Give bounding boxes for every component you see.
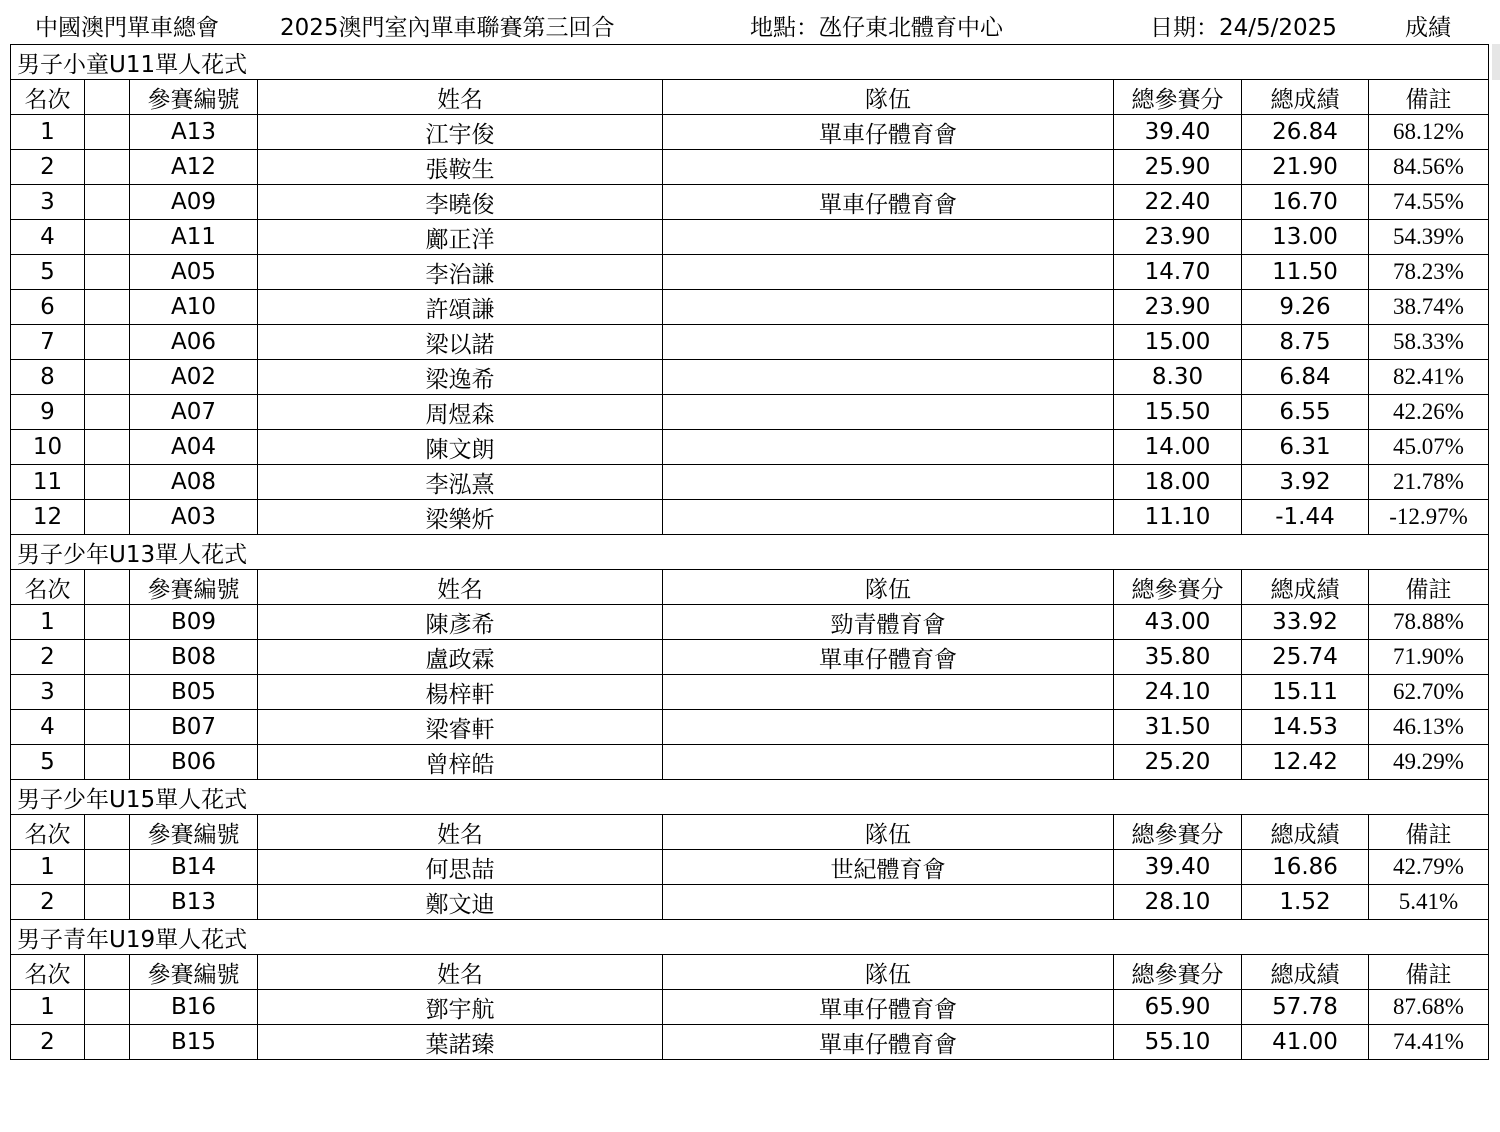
table-cell: [85, 325, 130, 360]
table-cell: 葉諾臻: [258, 1025, 663, 1060]
column-header: 總參賽分: [1114, 815, 1242, 850]
table-cell: 23.90: [1114, 220, 1242, 255]
table-cell: 14.70: [1114, 255, 1242, 290]
table-cell: [85, 745, 130, 780]
table-row: [11, 885, 1489, 920]
table-cell: B07: [130, 710, 258, 745]
table-cell: 3: [11, 675, 85, 710]
table-cell: [85, 465, 130, 500]
column-header: 隊伍: [663, 955, 1114, 990]
column-header: [85, 80, 130, 115]
event-date: 日期：24/5/2025: [1150, 15, 1337, 41]
section-title: 男子少年U15單人花式: [11, 780, 1489, 815]
section-title: 男子小童U11單人花式: [11, 45, 1489, 80]
table-cell: 42.26%: [1369, 395, 1489, 430]
table-cell: 74.55%: [1369, 185, 1489, 220]
column-header: 隊伍: [663, 815, 1114, 850]
table-cell: [663, 220, 1114, 255]
table-cell: 周煜森: [258, 395, 663, 430]
table-cell: 2: [11, 1025, 85, 1060]
table-cell: A02: [130, 360, 258, 395]
section-title-row: [11, 535, 1489, 570]
page-edge-shade: [1492, 44, 1500, 80]
column-header: 隊伍: [663, 570, 1114, 605]
column-header: 備註: [1369, 815, 1489, 850]
table-cell: [85, 640, 130, 675]
table-cell: 35.80: [1114, 640, 1242, 675]
table-cell: 41.00: [1242, 1025, 1369, 1060]
result-label: 成績: [1405, 15, 1451, 41]
column-header: 隊伍: [663, 80, 1114, 115]
event-title: 2025澳門室內單車聯賽第三回合: [280, 15, 615, 41]
section-title-row: [11, 920, 1489, 955]
table-cell: [663, 150, 1114, 185]
table-cell: [85, 430, 130, 465]
table-cell: 31.50: [1114, 710, 1242, 745]
table-cell: 梁樂炘: [258, 500, 663, 535]
column-header: 名次: [11, 80, 85, 115]
table-cell: 8: [11, 360, 85, 395]
table-cell: B15: [130, 1025, 258, 1060]
column-header: 姓名: [258, 955, 663, 990]
table-cell: A04: [130, 430, 258, 465]
column-header: 參賽編號: [130, 570, 258, 605]
table-cell: -12.97%: [1369, 500, 1489, 535]
table-cell: 62.70%: [1369, 675, 1489, 710]
table-cell: 6.84: [1242, 360, 1369, 395]
venue: 地點：氹仔東北體育中心: [750, 15, 1003, 41]
table-cell: [663, 465, 1114, 500]
column-header: 姓名: [258, 815, 663, 850]
table-cell: 46.13%: [1369, 710, 1489, 745]
column-header: 名次: [11, 955, 85, 990]
table-cell: 張鞍生: [258, 150, 663, 185]
table-cell: A06: [130, 325, 258, 360]
table-cell: [663, 395, 1114, 430]
column-header: 備註: [1369, 80, 1489, 115]
table-cell: 71.90%: [1369, 640, 1489, 675]
table-row: [11, 640, 1489, 675]
table-cell: 11.10: [1114, 500, 1242, 535]
table-cell: 25.20: [1114, 745, 1242, 780]
table-cell: 勁青體育會: [663, 605, 1114, 640]
table-cell: 68.12%: [1369, 115, 1489, 150]
table-cell: 6: [11, 290, 85, 325]
table-cell: A11: [130, 220, 258, 255]
table-cell: 9.26: [1242, 290, 1369, 325]
table-cell: 23.90: [1114, 290, 1242, 325]
column-header: 總成績: [1242, 570, 1369, 605]
table-cell: 6.31: [1242, 430, 1369, 465]
table-cell: 鄧宇航: [258, 990, 663, 1025]
table-cell: 盧政霖: [258, 640, 663, 675]
table-cell: -1.44: [1242, 500, 1369, 535]
table-cell: 3: [11, 185, 85, 220]
table-cell: 4: [11, 710, 85, 745]
table-row: [11, 395, 1489, 430]
table-cell: 1: [11, 115, 85, 150]
table-cell: [85, 500, 130, 535]
table-row: [11, 360, 1489, 395]
table-cell: 單車仔體育會: [663, 640, 1114, 675]
table-cell: 1.52: [1242, 885, 1369, 920]
table-cell: 33.92: [1242, 605, 1369, 640]
table-cell: [663, 885, 1114, 920]
table-cell: 78.23%: [1369, 255, 1489, 290]
table-row: [11, 745, 1489, 780]
table-cell: 單車仔體育會: [663, 990, 1114, 1025]
table-cell: 74.41%: [1369, 1025, 1489, 1060]
table-row: [11, 220, 1489, 255]
table-cell: 15.11: [1242, 675, 1369, 710]
table-row: [11, 150, 1489, 185]
table-cell: B08: [130, 640, 258, 675]
table-cell: [85, 1025, 130, 1060]
column-header: 總成績: [1242, 815, 1369, 850]
table-row: [11, 605, 1489, 640]
table-cell: 28.10: [1114, 885, 1242, 920]
column-header-row: [11, 570, 1489, 605]
table-cell: 李泓熹: [258, 465, 663, 500]
table-cell: 15.50: [1114, 395, 1242, 430]
table-cell: A03: [130, 500, 258, 535]
table-cell: [85, 710, 130, 745]
table-cell: [663, 745, 1114, 780]
table-cell: 12: [11, 500, 85, 535]
table-cell: [663, 360, 1114, 395]
table-cell: 梁逸希: [258, 360, 663, 395]
page-header: [0, 0, 1500, 46]
table-cell: [85, 605, 130, 640]
table-cell: 陳彥希: [258, 605, 663, 640]
table-cell: [85, 360, 130, 395]
table-cell: A10: [130, 290, 258, 325]
table-cell: A09: [130, 185, 258, 220]
table-cell: 10: [11, 430, 85, 465]
table-cell: 陳文朗: [258, 430, 663, 465]
table-cell: A05: [130, 255, 258, 290]
table-cell: A12: [130, 150, 258, 185]
table-cell: 李治謙: [258, 255, 663, 290]
table-cell: [85, 255, 130, 290]
table-cell: 21.90: [1242, 150, 1369, 185]
section-title-row: [11, 45, 1489, 80]
table-row: [11, 185, 1489, 220]
column-header: 總參賽分: [1114, 80, 1242, 115]
table-cell: 6.55: [1242, 395, 1369, 430]
column-header: 參賽編號: [130, 955, 258, 990]
table-cell: 16.86: [1242, 850, 1369, 885]
results-table: [10, 44, 1489, 1060]
table-cell: [85, 220, 130, 255]
table-cell: 14.53: [1242, 710, 1369, 745]
table-cell: [85, 990, 130, 1025]
org-name: 中國澳門單車總會: [35, 15, 219, 41]
table-row: [11, 710, 1489, 745]
column-header: 備註: [1369, 570, 1489, 605]
table-cell: 21.78%: [1369, 465, 1489, 500]
column-header: [85, 815, 130, 850]
table-cell: 鄺正洋: [258, 220, 663, 255]
table-cell: 22.40: [1114, 185, 1242, 220]
table-cell: 3.92: [1242, 465, 1369, 500]
section-title-row: [11, 780, 1489, 815]
table-cell: [85, 675, 130, 710]
table-cell: B13: [130, 885, 258, 920]
table-row: [11, 430, 1489, 465]
column-header-row: [11, 80, 1489, 115]
table-cell: 54.39%: [1369, 220, 1489, 255]
table-cell: 梁睿軒: [258, 710, 663, 745]
section-title: 男子少年U13單人花式: [11, 535, 1489, 570]
table-cell: 16.70: [1242, 185, 1369, 220]
table-cell: B06: [130, 745, 258, 780]
column-header: 總成績: [1242, 80, 1369, 115]
table-cell: 26.84: [1242, 115, 1369, 150]
table-cell: 何思喆: [258, 850, 663, 885]
table-cell: 1: [11, 850, 85, 885]
table-cell: 58.33%: [1369, 325, 1489, 360]
table-cell: [663, 290, 1114, 325]
table-cell: 39.40: [1114, 850, 1242, 885]
table-cell: 梁以諾: [258, 325, 663, 360]
table-cell: 2: [11, 150, 85, 185]
table-cell: 42.79%: [1369, 850, 1489, 885]
table-cell: [85, 850, 130, 885]
table-cell: 9: [11, 395, 85, 430]
column-header: 姓名: [258, 80, 663, 115]
table-cell: 5: [11, 255, 85, 290]
table-cell: 2: [11, 885, 85, 920]
table-cell: 7: [11, 325, 85, 360]
table-cell: 楊梓軒: [258, 675, 663, 710]
section-title: 男子青年U19單人花式: [11, 920, 1489, 955]
column-header: 名次: [11, 570, 85, 605]
table-cell: B14: [130, 850, 258, 885]
table-cell: [85, 185, 130, 220]
table-row: [11, 850, 1489, 885]
table-cell: 曾梓皓: [258, 745, 663, 780]
table-cell: 39.40: [1114, 115, 1242, 150]
table-cell: 1: [11, 990, 85, 1025]
table-cell: [85, 150, 130, 185]
table-cell: A08: [130, 465, 258, 500]
table-cell: 18.00: [1114, 465, 1242, 500]
table-row: [11, 500, 1489, 535]
table-cell: 38.74%: [1369, 290, 1489, 325]
table-cell: 12.42: [1242, 745, 1369, 780]
table-cell: [85, 885, 130, 920]
column-header: 姓名: [258, 570, 663, 605]
column-header: 參賽編號: [130, 80, 258, 115]
table-cell: [663, 500, 1114, 535]
table-cell: [85, 290, 130, 325]
table-row: [11, 115, 1489, 150]
table-cell: 14.00: [1114, 430, 1242, 465]
table-row: [11, 1025, 1489, 1060]
table-cell: [85, 115, 130, 150]
table-cell: 許頌謙: [258, 290, 663, 325]
table-cell: 25.90: [1114, 150, 1242, 185]
table-cell: 15.00: [1114, 325, 1242, 360]
table-cell: [663, 430, 1114, 465]
table-cell: 11.50: [1242, 255, 1369, 290]
column-header: 名次: [11, 815, 85, 850]
table-cell: 49.29%: [1369, 745, 1489, 780]
column-header: [85, 955, 130, 990]
table-cell: 57.78: [1242, 990, 1369, 1025]
table-cell: 65.90: [1114, 990, 1242, 1025]
table-cell: A07: [130, 395, 258, 430]
table-cell: 82.41%: [1369, 360, 1489, 395]
table-cell: 5: [11, 745, 85, 780]
table-cell: 世紀體育會: [663, 850, 1114, 885]
table-cell: 87.68%: [1369, 990, 1489, 1025]
column-header: 總成績: [1242, 955, 1369, 990]
table-row: [11, 990, 1489, 1025]
table-cell: 李曉俊: [258, 185, 663, 220]
table-cell: 43.00: [1114, 605, 1242, 640]
table-cell: [85, 395, 130, 430]
table-cell: 單車仔體育會: [663, 115, 1114, 150]
table-cell: [663, 710, 1114, 745]
column-header: 備註: [1369, 955, 1489, 990]
table-row: [11, 465, 1489, 500]
table-cell: 8.75: [1242, 325, 1369, 360]
table-row: [11, 255, 1489, 290]
table-cell: B05: [130, 675, 258, 710]
table-cell: 鄭文迪: [258, 885, 663, 920]
table-cell: 8.30: [1114, 360, 1242, 395]
column-header: 總參賽分: [1114, 570, 1242, 605]
column-header: 總參賽分: [1114, 955, 1242, 990]
table-cell: B09: [130, 605, 258, 640]
column-header: [85, 570, 130, 605]
table-row: [11, 290, 1489, 325]
table-cell: 單車仔體育會: [663, 1025, 1114, 1060]
table-cell: 55.10: [1114, 1025, 1242, 1060]
table-cell: 單車仔體育會: [663, 185, 1114, 220]
table-cell: [663, 255, 1114, 290]
table-row: [11, 675, 1489, 710]
table-row: [11, 325, 1489, 360]
column-header: 參賽編號: [130, 815, 258, 850]
table-cell: 1: [11, 605, 85, 640]
column-header-row: [11, 955, 1489, 990]
table-cell: 84.56%: [1369, 150, 1489, 185]
table-cell: 5.41%: [1369, 885, 1489, 920]
table-cell: 13.00: [1242, 220, 1369, 255]
table-cell: A13: [130, 115, 258, 150]
table-cell: [663, 675, 1114, 710]
table-cell: [663, 325, 1114, 360]
table-cell: 4: [11, 220, 85, 255]
table-cell: 江宇俊: [258, 115, 663, 150]
table-cell: B16: [130, 990, 258, 1025]
table-cell: 11: [11, 465, 85, 500]
table-cell: 2: [11, 640, 85, 675]
table-cell: 25.74: [1242, 640, 1369, 675]
table-cell: 78.88%: [1369, 605, 1489, 640]
column-header-row: [11, 815, 1489, 850]
table-cell: 24.10: [1114, 675, 1242, 710]
table-cell: 45.07%: [1369, 430, 1489, 465]
